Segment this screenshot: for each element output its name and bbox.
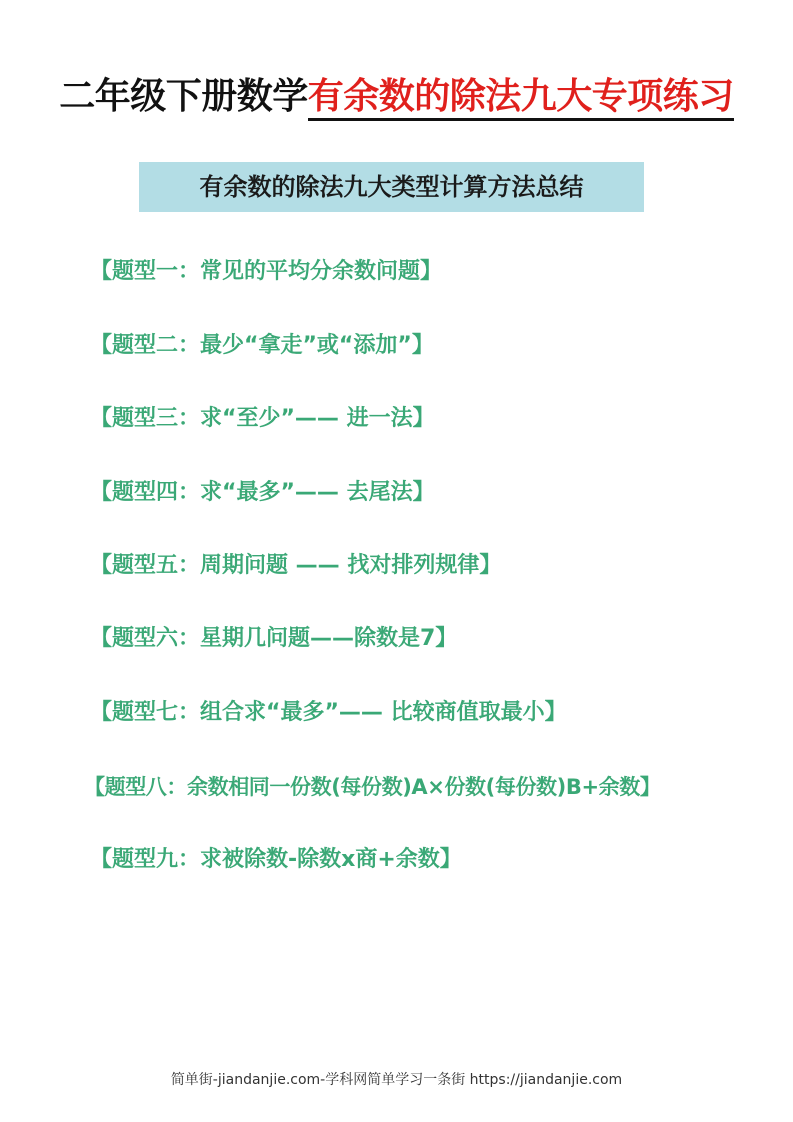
subtitle-banner: [139, 162, 644, 212]
footer-watermark: 简单街-jiandanjie.com-学科网简单学习一条街 https://jiandanjie.com: [170, 1072, 623, 1088]
question-type-8: 【题型八：余数相同一份数(每份数)A×份数(每份数)B+余数】: [84, 775, 661, 799]
question-type-5: 【题型五：周期问题 —— 找对排列规律】: [90, 553, 502, 578]
question-type-1: 【题型一：常见的平均分余数问题】: [90, 259, 443, 284]
title-grade-text: 二年级下册数学: [59, 76, 308, 117]
title-topic-text: 有余数的除法九大专项练习: [308, 76, 734, 121]
question-type-9: 【题型九：求被除数-除数x商+余数】: [90, 847, 462, 872]
question-type-6: 【题型六：星期几问题——除数是7】: [90, 626, 458, 651]
question-type-2: 【题型二：最少“拿走”或“添加”】: [90, 333, 434, 358]
question-type-3: 【题型三：求“至少”—— 进一法】: [90, 406, 435, 431]
page-title: [0, 74, 793, 120]
question-type-4: 【题型四：求“最多”—— 去尾法】: [90, 480, 435, 505]
question-type-7: 【题型七：组合求“最多”—— 比较商值取最小】: [90, 700, 567, 725]
subtitle-text: 有余数的除法九大类型计算方法总结: [199, 173, 584, 201]
